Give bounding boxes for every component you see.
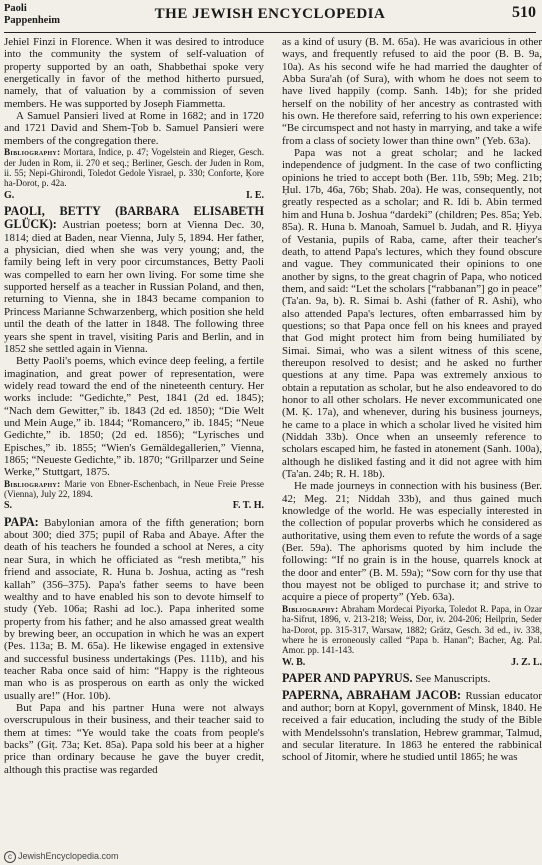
paragraph: Papa was not a great scholar; and he lacked independence of judgment. In the case of two conflicting opinions he tried to accept both (Ber. 11b, 59b; Meg. 21b; Ḥul. 17b, 46a, 76b; Shab. 20a). He was, consequently, not greatly respected as a scholar; and R. Idi b. Abin termed him and Huna b. Joshua “dardeki” (children; Pes. 85a; Yeb. 85a). R. Huna b. Manoah, Samuel b. Judah, and R. Ḥiyya of Vestania, pupils of Raba, came, after their teacher's death, to attend Papa's lectures, which they found obscure and vague. They communicated their opinions to one another by signs, to the great chagrin of Papa, who noticed them, and said: “Let the scholars [“rabbanan”] go in peace” (Ta'an. 9a, b). R. Simai b. Ashi (father of R. Ashi), who also attended Papa's lectures, often embarrassed him by questions; so that Papa once fell on his knees and prayed that God might protect him from being humiliated by Simai. Simai, who was a silent witness of this scene, thereupon resolved to desist; and he asked no further questions at any time. Papa was extremely anxious to obtain a reputation as scholar, but he also endeavored to do honor to all other scholars. He never excommunicated one (M. Ḳ. 17a), and whenever, during his business journeys, he came to a place in which a scholar lived he visited him (Niddah 33b). Once when an unseemly reference to scholars escaped him, he fasted in atonement (Sanh. 100a), although he disliked fasting and it did not agree with him (Ta'an. 24b; R. H. 18b). (282, 147, 542, 481)
paragraph: He made journeys in connection with his business (Ber. 42; Meg. 21; Niddah 33b), and thus gained much knowledge of the world. He was especially interested in the collection of popular proverbs which he considered as authoritative, using them even to refute the words of a sage (Ber. 59a). The aphorisms quoted by him include the following: “If no grain is in the house, quarrels knock at the door and enter” (B. M. 59a); “Sow corn for thy use that thou mayest not be obliged to purchase it; and strive to acquire a piece of property” (Yeb. 63a). (282, 480, 542, 604)
bibliography-label: Bibliography: (4, 147, 61, 158)
running-head-first: Paoli (4, 3, 27, 14)
bibliography-label: Bibliography: (4, 478, 61, 489)
entry-title: PAPA: (4, 514, 39, 529)
signature-right: J. Z. L. (511, 656, 542, 668)
signature-left: W. B. (282, 656, 306, 668)
bibliography-text: Mortara, Indice, p. 47; Vogelstein and Rieger, Gesch. der Juden in Rom, ii. 270 et seq.; Berliner, Gesch. der Juden in Rom, ii. 55; Nepi-Ghirondi, Toledot Gedole Yisrael, p. 330; Conforte, Ḳore ha-Dorot, p. 42a. (4, 147, 265, 189)
entry-paoli (4, 205, 264, 355)
entry-title: PAPERNA, ABRAHAM JACOB: (282, 687, 462, 702)
entry-text: Babylonian amora of the fifth generation; born about 300; died 375; pupil of Raba and Abaye. After the death of his teachers he founded a school at Neres, a city near Sura, in which he officiated as “resh metibta,” his friend and associate, R. Huna b. Joshua, acting as “resh kallah” (356–375). Papa's father seems to have been wealthy and to have enabled his son to devote himself to study (Yeb. 106a; Rashi ad loc.). Papa inherited some property from his father; and he also amassed great wealth by brewing beer, an occupation in which he was an expert (Pes. 113a; B. M. 65a). He likewise engaged in extensive and successful business undertakings (Pes. 111b), and his teacher Raba once said of him: “Happy is the righteous man who is as prosperous on earth as only the wicked usually are!” (Hor. 10b). (4, 516, 264, 702)
entry-paperna (282, 689, 542, 764)
bibliography (282, 604, 542, 656)
running-head-last: Pappenheim (4, 15, 61, 26)
page-header (4, 2, 536, 33)
bibliography-text: Marie von Ebner-Eschenbach, in Neue Freie Presse (Vienna), July 22, 1894. (4, 478, 264, 500)
bibliography-text: Abraham Mordecai Piyorka, Toledot R. Papa, in Ozar ha-Sifrut, 1896, v. 213-218; Weiss, Dor, iv. 204-206; Heilprin, Seder ha-Dorot, pp. 315-317, Warsaw, 1882; Grätz, Gesch. 3d ed., iv. 338, where he is erroneously called “Papa b. Hanan”; Bacher, Ag. Pal. Amor. pp. 141-143. (282, 603, 542, 656)
left-column (4, 36, 264, 776)
entry-text: Austrian poetess; born at Vienna Dec. 30, 1814; died at Baden, near Vienna, July 5, 1894. Her father, a physician, died when she was very young; and, the family being left in very poor circumstances, Betty Paoli was compelled to earn her own living. For some time she supported herself as a teacher in Russian Poland, and then, returning to Vienna, she in 1843 became companion to Princess Marianne Schwarzenberg, which position she held until the death of the latter in 1848. The following three years she spent in travel, visiting Paris and Berlin, and in 1852 she settled again in Vienna. (4, 219, 264, 355)
signature (282, 657, 542, 669)
page-number: 510 (512, 4, 536, 21)
paragraph: as a kind of usury (B. M. 65a). He was avaricious in other ways, and frequently refused to aid the poor (B. B. 9a, 10a). As his second wife he had married the daughter of Abba Sura'ah (of Sura), with whom he does not seem to have lived happily (comp. Sanh. 14b); for she prided herself on the nobility of her ancestry as contrasted with his own. He therefore said, referring to his own experience: “Be circumspect and not hasty in marrying, and take a wife from a class of society lower than thine own” (Yeb. 63a). (282, 36, 542, 147)
footer-watermark (4, 851, 119, 863)
right-column (282, 36, 542, 764)
signature-left: G. (4, 189, 15, 201)
entry-text: Russian educator and author; born at Kopyl, government of Minsk, 1840. He received a fair education, including the study of the Bible with Mendelssohn's translation, Hebrew grammar, Talmud, and secular literature. In 1863 he entered the rabbinical school of Jitomir, where he studied until 1865; he was (282, 689, 542, 764)
publication-title: THE JEWISH ENCYCLOPEDIA (154, 6, 386, 22)
bibliography (4, 479, 264, 500)
paragraph: Jehiel Finzi in Florence. When it was desired to introduce into the community the system of self-valuation of property supported by an oath, Shabbethai spoke very energetically in favor of the method hitherto pursued, namely, that of valuation by a commission of seven members. He was supported by Joseph Fiammetta. (4, 36, 264, 110)
signature-left: S. (4, 500, 13, 512)
cross-reference-link[interactable]: See Manuscripts. (415, 673, 491, 686)
paragraph: Betty Paoli's poems, which evince deep feeling, a fertile imagination, and great power of representation, were widely read toward the end of the nineteenth century. Her works include: “Gedichte,” Pest, 1841 (2d ed. 1845); “Nach dem Gewitter,” ib. 1843 (2d ed. 1850); “Die Welt und Mein Auge,” ib. 1844; “Romancero,” ib. 1845; “Neue Gedichte,” ib. 1850; (2d ed. 1856); “Lyrisches und Episches,” ib. 1855; “Wien's Gemäldegallerien,” Vienna, 1865; “Neueste Gedichte,” ib. 1870; “Grillparzer und Seine Werke,” Stuttgart, 1875. (4, 355, 264, 479)
signature-right: I. E. (245, 189, 264, 201)
copyright-icon: c (4, 851, 16, 863)
paragraph: A Samuel Pansieri lived at Rome in 1682; and in 1720 and 1721 David and Shem-Ṭob b. Samuel Pansieri were members of the congregation there. (4, 110, 264, 147)
bibliography (4, 147, 264, 189)
signature (4, 500, 264, 512)
paragraph: But Papa and his partner Huna were not always overscrupulous in their business, and their teacher said to them at times: “Ye would take the coats from people's backs” (Giṭ. 73a; Ket. 85a). Papa sold his beer at a higher price than ordinary because he gave the buyer credit, although this practise was regarded (4, 701, 264, 776)
entry-paper-xref (282, 672, 542, 685)
entry-title: PAPER AND PAPYRUS. (282, 671, 413, 686)
site-name: JewishEncyclopedia.com (18, 851, 119, 861)
signature (4, 190, 264, 202)
entry-papa (4, 516, 264, 702)
bibliography-label: Bibliography: (282, 603, 339, 614)
signature-right: F. T. H. (232, 500, 264, 512)
entry-title: PAOLI, BETTY (BARBARA ELISABETH GLÜCK): (4, 204, 264, 232)
